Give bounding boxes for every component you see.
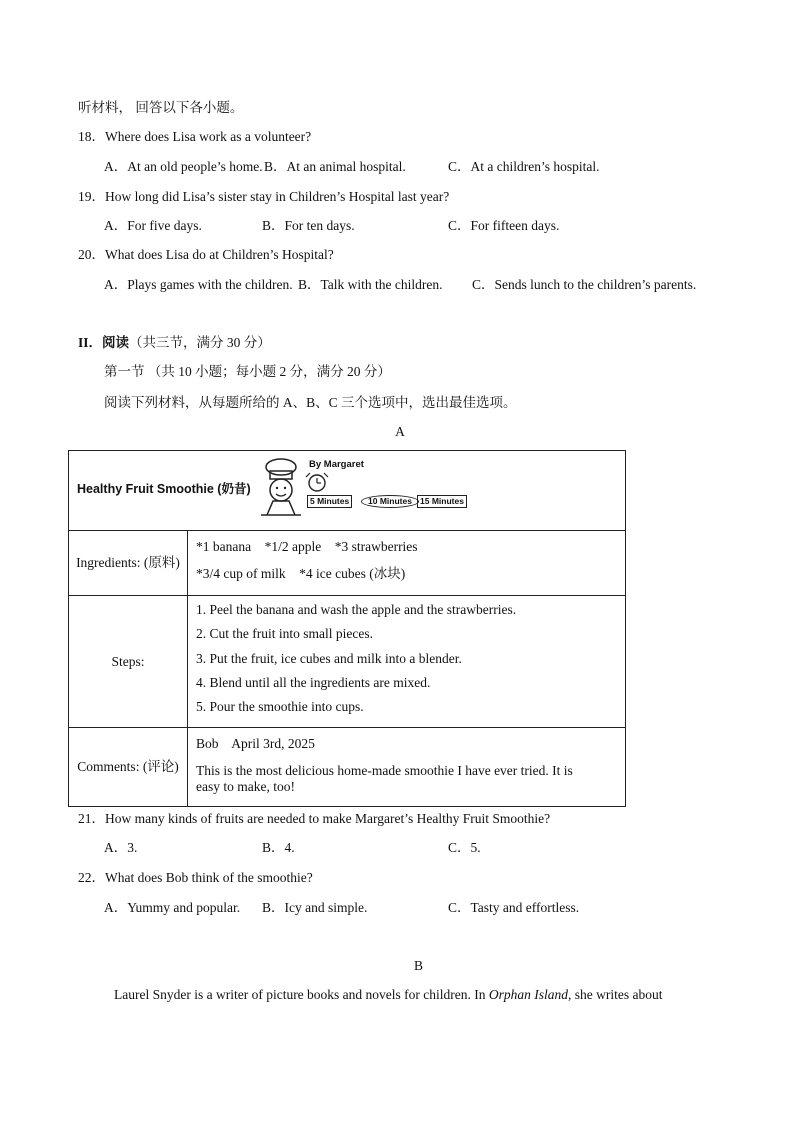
passage-b-text-before: Laurel Snyder is a writer of picture books and novels for children. In bbox=[114, 987, 489, 1002]
comments-row bbox=[69, 727, 625, 806]
steps-row bbox=[69, 595, 625, 727]
question-19: 19．How long did Lisa’s sister stay in Children’s Hospital last year? bbox=[78, 189, 450, 204]
question-19-option-c[interactable]: C．For fifteen days. bbox=[448, 218, 560, 233]
ingredients-cell bbox=[188, 531, 625, 595]
reading-instruction: 阅读下列材料，从每题所给的 A、B、C 三个选项中，选出最佳选项。 bbox=[104, 395, 517, 410]
comments-label: Comments: (评论) bbox=[69, 728, 188, 806]
question-21-option-a[interactable]: A．3. bbox=[104, 840, 138, 855]
step-item: 1. Peel the banana and wash the apple and the strawberries. bbox=[196, 602, 517, 617]
time-option-15: 15 Minutes bbox=[417, 495, 467, 508]
steps-cell bbox=[188, 596, 625, 727]
step-item: 3. Put the fruit, ice cubes and milk into a blender. bbox=[196, 651, 462, 666]
step-item: 5. Pour the smoothie into cups. bbox=[196, 699, 364, 714]
question-20-option-c[interactable]: C．Sends lunch to the children’s parents. bbox=[472, 277, 697, 292]
question-20-option-a[interactable]: A．Plays games with the children. bbox=[104, 277, 293, 292]
passage-b-text bbox=[114, 987, 724, 1003]
section-heading bbox=[78, 335, 271, 351]
recipe-author: By Margaret bbox=[309, 459, 364, 470]
passage-b-text-after: , she writes about bbox=[568, 987, 663, 1002]
question-19-option-b[interactable]: B．For ten days. bbox=[262, 218, 355, 233]
question-18-option-a[interactable]: A．At an old people’s home. bbox=[104, 159, 263, 174]
question-18-option-b[interactable]: B．At an animal hospital. bbox=[264, 159, 406, 174]
listening-intro: 听材料， 回答以下各小题。 bbox=[78, 100, 244, 115]
alarm-clock-icon bbox=[303, 471, 331, 493]
recipe-header-row bbox=[69, 451, 625, 530]
section-title: 阅读 bbox=[102, 335, 130, 350]
section-note: （共三节，满分 30 分） bbox=[129, 335, 271, 350]
question-18-option-c[interactable]: C．At a children’s hospital. bbox=[448, 159, 600, 174]
ingredients-row bbox=[69, 530, 625, 595]
recipe-title: Healthy Fruit Smoothie (奶昔) bbox=[77, 482, 251, 496]
ingredients-label: Ingredients: (原料) bbox=[69, 531, 188, 595]
question-21-option-c[interactable]: C．5. bbox=[448, 840, 481, 855]
comment-text-line-2: easy to make, too! bbox=[196, 779, 295, 794]
question-18: 18．Where does Lisa work as a volunteer? bbox=[78, 129, 312, 144]
passage-a-label: A bbox=[395, 424, 405, 439]
question-22: 22．What does Bob think of the smoothie? bbox=[78, 870, 313, 885]
comments-cell bbox=[188, 728, 625, 806]
question-20: 20．What does Lisa do at Children’s Hospital? bbox=[78, 247, 334, 262]
question-22-option-c[interactable]: C．Tasty and effortless. bbox=[448, 900, 580, 915]
section-number: II． bbox=[78, 335, 103, 350]
time-option-5: 5 Minutes bbox=[307, 495, 352, 508]
subsection-heading: 第一节 （共 10 小题；每小题 2 分，满分 20 分） bbox=[104, 364, 391, 379]
chef-icon bbox=[259, 457, 303, 517]
question-19-option-a[interactable]: A．For five days. bbox=[104, 218, 202, 233]
question-21: 21．How many kinds of fruits are needed to make Margaret’s Healthy Fruit Smoothie? bbox=[78, 811, 551, 826]
step-item: 4. Blend until all the ingredients are mixed. bbox=[196, 675, 431, 690]
steps-label: Steps: bbox=[69, 596, 188, 727]
comment-text-line-1: This is the most delicious home-made smoothie I have ever tried. It is bbox=[196, 763, 573, 778]
question-22-option-a[interactable]: A．Yummy and popular. bbox=[104, 900, 241, 915]
question-20-option-b[interactable]: B．Talk with the children. bbox=[298, 277, 443, 292]
comment-header: Bob April 3rd, 2025 bbox=[196, 736, 315, 751]
question-21-option-b[interactable]: B．4. bbox=[262, 840, 295, 855]
ingredients-line-1: *1 banana *1/2 apple *3 strawberries bbox=[196, 539, 418, 554]
time-option-10-selected: 10 Minutes bbox=[361, 495, 419, 508]
recipe-table bbox=[68, 450, 626, 807]
question-22-option-b[interactable]: B．Icy and simple. bbox=[262, 900, 368, 915]
step-item: 2. Cut the fruit into small pieces. bbox=[196, 626, 373, 641]
ingredients-line-2: *3/4 cup of milk *4 ice cubes (冰块) bbox=[196, 566, 406, 581]
book-title: Orphan Island bbox=[488, 987, 569, 1002]
passage-b-label: B bbox=[414, 958, 424, 973]
